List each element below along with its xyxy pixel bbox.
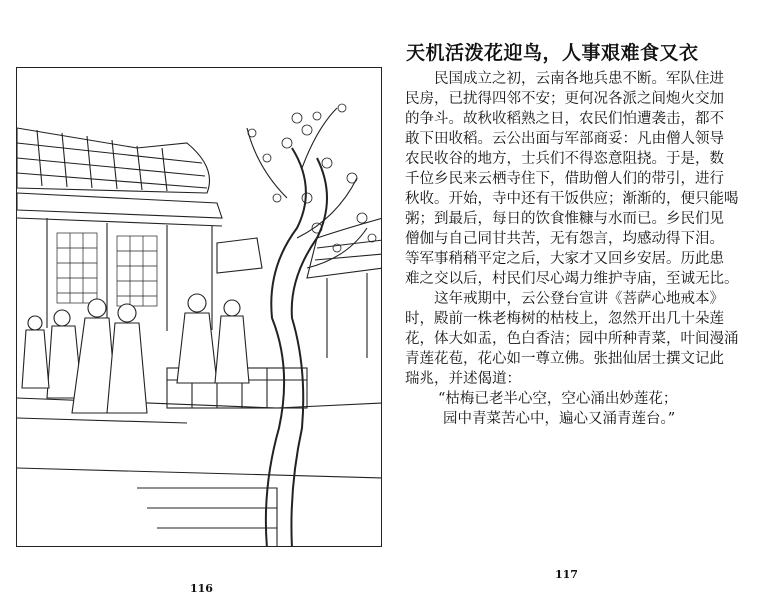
- temple-illustration: [16, 67, 382, 547]
- temple-monks-plum-tree-drawing: [17, 68, 382, 547]
- poem-line: 园中青菜苦心中，遍心又涌青莲台。”: [443, 411, 676, 427]
- text-line: 僧伽与自己同甘共苦，无有怨言，均感动得下泪。: [405, 231, 724, 247]
- poem-line: “枯梅已老半心空，空心涌出妙莲花；: [438, 391, 678, 407]
- text-line: 粥；到最后，每日的饮食惟糠与水而已。乡民们见: [405, 211, 724, 227]
- text-line: 千位乡民来云栖寺住下，借助僧人们的带引，进行: [405, 171, 724, 187]
- text-line: 瑞兆，并述偈道：: [405, 371, 521, 387]
- text-line: 青莲花苞，花心如一尊立佛。张拙仙居士撰文记此: [405, 351, 724, 367]
- page-number: 116: [190, 582, 213, 595]
- right-page: [385, 0, 770, 607]
- text-line: 的争斗。故秋收稻熟之日，农民们怕遭袭击，都不: [405, 111, 724, 127]
- text-line: 民国成立之初，云南各地兵患不断。军队住进: [434, 71, 724, 87]
- text-line: 时，殿前一株老梅树的枯枝上，忽然开出几十朵莲: [405, 311, 724, 327]
- chapter-title: 天机活泼花迎鸟，人事艰难食又衣: [406, 42, 699, 64]
- text-line: 难之交以后，村民们尽心竭力维护寺庙，至诚无比。: [405, 271, 739, 287]
- text-line: 农民收谷的地方，士兵们不得恣意阻挠。于是，数: [405, 151, 724, 167]
- text-line: 花，体大如盂，色白香洁；园中所种青菜，叶间漫涌: [405, 331, 739, 347]
- text-line: 秋收。开始，寺中还有干饭供应；渐渐的，便只能喝: [405, 191, 739, 207]
- text-line: 这年戒期中，云公登台宣讲《菩萨心地戒本》: [434, 291, 724, 307]
- text-line: 民房，已扰得四邻不安；更何况各派之间炮火交加: [405, 91, 724, 107]
- body-text: [405, 69, 750, 429]
- text-line: 敢下田收稻。云公出面与军部商妥：凡由僧人领导: [405, 131, 724, 147]
- text-line: 等军事稍稍平定之后，大家才又回乡安居。历此患: [405, 251, 724, 267]
- page-number: 117: [555, 568, 578, 581]
